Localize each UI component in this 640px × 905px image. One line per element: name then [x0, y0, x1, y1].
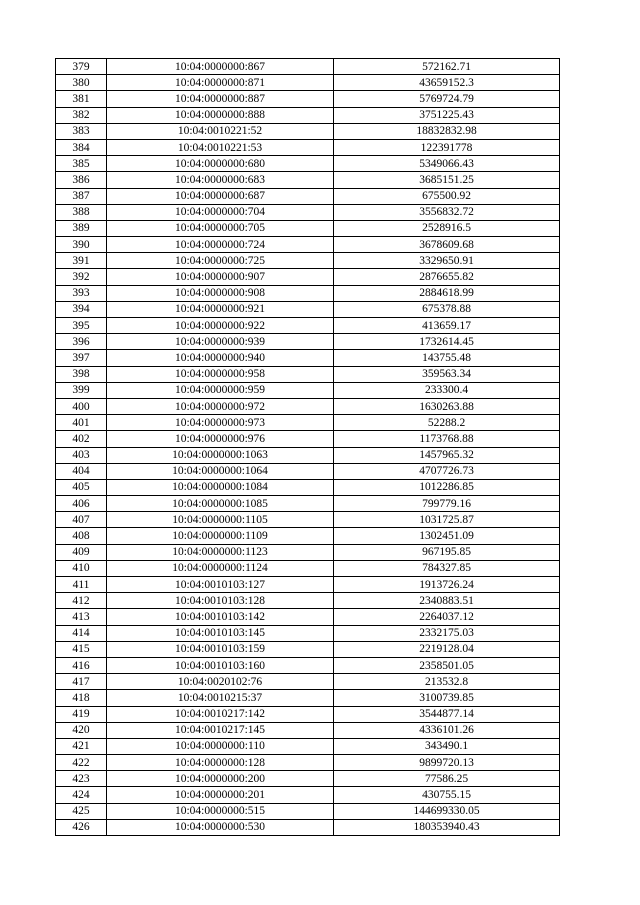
value-cell: 3678609.68 — [334, 237, 560, 253]
cadastral-number-cell: 10:04:0010103:128 — [107, 593, 334, 609]
table-row — [56, 738, 560, 754]
table-row — [56, 253, 560, 269]
row-number-cell: 417 — [56, 674, 107, 690]
cadastral-number-cell: 10:04:0000000:110 — [107, 738, 334, 754]
cadastral-number-cell: 10:04:0010103:159 — [107, 641, 334, 657]
value-cell: 413659.17 — [334, 318, 560, 334]
table-row — [56, 204, 560, 220]
cadastral-number-cell: 10:04:0000000:1105 — [107, 512, 334, 528]
row-number-cell: 392 — [56, 269, 107, 285]
table-row — [56, 447, 560, 463]
table-row — [56, 657, 560, 673]
row-number-cell: 386 — [56, 172, 107, 188]
value-cell: 233300.4 — [334, 382, 560, 398]
cadastral-number-cell: 10:04:0000000:1084 — [107, 479, 334, 495]
value-cell: 2528916.5 — [334, 220, 560, 236]
value-cell: 52288.2 — [334, 415, 560, 431]
table-row — [56, 188, 560, 204]
table-row — [56, 334, 560, 350]
value-cell: 675500.92 — [334, 188, 560, 204]
cadastral-number-cell: 10:04:0010217:142 — [107, 706, 334, 722]
row-number-cell: 401 — [56, 415, 107, 431]
row-number-cell: 388 — [56, 204, 107, 220]
row-number-cell: 426 — [56, 819, 107, 835]
table-row — [56, 706, 560, 722]
cadastral-number-cell: 10:04:0000000:888 — [107, 107, 334, 123]
row-number-cell: 394 — [56, 301, 107, 317]
table-row — [56, 641, 560, 657]
cadastral-number-cell: 10:04:0010215:37 — [107, 690, 334, 706]
cadastral-number-cell: 10:04:0000000:959 — [107, 382, 334, 398]
value-cell: 3544877.14 — [334, 706, 560, 722]
row-number-cell: 390 — [56, 237, 107, 253]
table-row — [56, 91, 560, 107]
value-cell: 675378.88 — [334, 301, 560, 317]
table-row — [56, 415, 560, 431]
row-number-cell: 404 — [56, 463, 107, 479]
cadastral-number-cell: 10:04:0000000:725 — [107, 253, 334, 269]
cadastral-number-cell: 10:04:0010103:145 — [107, 625, 334, 641]
row-number-cell: 408 — [56, 528, 107, 544]
value-cell: 2264037.12 — [334, 609, 560, 625]
value-cell: 4707726.73 — [334, 463, 560, 479]
table-row — [56, 625, 560, 641]
value-cell: 77586.25 — [334, 771, 560, 787]
value-cell: 3751225.43 — [334, 107, 560, 123]
table-row — [56, 269, 560, 285]
cadastral-number-cell: 10:04:0000000:1064 — [107, 463, 334, 479]
row-number-cell: 379 — [56, 59, 107, 75]
cadastral-number-cell: 10:04:0000000:687 — [107, 188, 334, 204]
row-number-cell: 422 — [56, 755, 107, 771]
row-number-cell: 402 — [56, 431, 107, 447]
row-number-cell: 423 — [56, 771, 107, 787]
table-row — [56, 139, 560, 155]
table-row — [56, 318, 560, 334]
cadastral-number-cell: 10:04:0010103:160 — [107, 657, 334, 673]
value-cell: 143755.48 — [334, 350, 560, 366]
cadastral-number-cell: 10:04:0010221:52 — [107, 123, 334, 139]
table-row — [56, 431, 560, 447]
table-row — [56, 350, 560, 366]
cadastral-number-cell: 10:04:0000000:958 — [107, 366, 334, 382]
cadastral-number-cell: 10:04:0000000:705 — [107, 220, 334, 236]
row-number-cell: 409 — [56, 544, 107, 560]
cadastral-number-cell: 10:04:0000000:922 — [107, 318, 334, 334]
cadastral-number-cell: 10:04:0000000:871 — [107, 75, 334, 91]
value-cell: 3556832.72 — [334, 204, 560, 220]
value-cell: 213532.8 — [334, 674, 560, 690]
value-cell: 3100739.85 — [334, 690, 560, 706]
row-number-cell: 420 — [56, 722, 107, 738]
value-cell: 1302451.09 — [334, 528, 560, 544]
cadastral-number-cell: 10:04:0000000:939 — [107, 334, 334, 350]
table-row — [56, 123, 560, 139]
table-row — [56, 107, 560, 123]
cadastral-number-cell: 10:04:0000000:680 — [107, 156, 334, 172]
table-row — [56, 172, 560, 188]
value-cell: 1732614.45 — [334, 334, 560, 350]
row-number-cell: 415 — [56, 641, 107, 657]
row-number-cell: 396 — [56, 334, 107, 350]
row-number-cell: 412 — [56, 593, 107, 609]
table-row — [56, 479, 560, 495]
table-row — [56, 382, 560, 398]
row-number-cell: 413 — [56, 609, 107, 625]
row-number-cell: 403 — [56, 447, 107, 463]
value-cell: 1012286.85 — [334, 479, 560, 495]
value-cell: 1173768.88 — [334, 431, 560, 447]
value-cell: 2884618.99 — [334, 285, 560, 301]
row-number-cell: 395 — [56, 318, 107, 334]
row-number-cell: 391 — [56, 253, 107, 269]
cadastral-number-cell: 10:04:0000000:908 — [107, 285, 334, 301]
row-number-cell: 398 — [56, 366, 107, 382]
row-number-cell: 407 — [56, 512, 107, 528]
value-cell: 784327.85 — [334, 560, 560, 576]
cadastral-number-cell: 10:04:0000000:887 — [107, 91, 334, 107]
value-cell: 2876655.82 — [334, 269, 560, 285]
value-cell: 2219128.04 — [334, 641, 560, 657]
value-cell: 43659152.3 — [334, 75, 560, 91]
cadastral-number-cell: 10:04:0020102:76 — [107, 674, 334, 690]
row-number-cell: 380 — [56, 75, 107, 91]
cadastral-number-cell: 10:04:0010221:53 — [107, 139, 334, 155]
cadastral-number-cell: 10:04:0010103:127 — [107, 577, 334, 593]
table-row — [56, 803, 560, 819]
value-cell: 4336101.26 — [334, 722, 560, 738]
table-row — [56, 755, 560, 771]
cadastral-number-cell: 10:04:0000000:1063 — [107, 447, 334, 463]
table-row — [56, 75, 560, 91]
table-row — [56, 819, 560, 835]
cadastral-number-cell: 10:04:0000000:940 — [107, 350, 334, 366]
row-number-cell: 383 — [56, 123, 107, 139]
value-cell: 430755.15 — [334, 787, 560, 803]
cadastral-number-cell: 10:04:0000000:683 — [107, 172, 334, 188]
table-row — [56, 674, 560, 690]
row-number-cell: 384 — [56, 139, 107, 155]
value-cell: 2358501.05 — [334, 657, 560, 673]
table-row — [56, 301, 560, 317]
cadastral-number-cell: 10:04:0000000:1124 — [107, 560, 334, 576]
table-row — [56, 285, 560, 301]
cadastral-number-cell: 10:04:0010103:142 — [107, 609, 334, 625]
row-number-cell: 382 — [56, 107, 107, 123]
table-row — [56, 528, 560, 544]
table-row — [56, 59, 560, 75]
value-cell: 572162.71 — [334, 59, 560, 75]
table-row — [56, 609, 560, 625]
row-number-cell: 387 — [56, 188, 107, 204]
value-cell: 359563.34 — [334, 366, 560, 382]
row-number-cell: 425 — [56, 803, 107, 819]
value-cell: 967195.85 — [334, 544, 560, 560]
table-row — [56, 544, 560, 560]
row-number-cell: 414 — [56, 625, 107, 641]
table-row — [56, 787, 560, 803]
table-row — [56, 512, 560, 528]
value-cell: 2332175.03 — [334, 625, 560, 641]
row-number-cell: 399 — [56, 382, 107, 398]
value-cell: 5769724.79 — [334, 91, 560, 107]
value-cell: 122391778 — [334, 139, 560, 155]
value-cell: 18832832.98 — [334, 123, 560, 139]
value-cell: 180353940.43 — [334, 819, 560, 835]
row-number-cell: 393 — [56, 285, 107, 301]
cadastral-number-cell: 10:04:0000000:976 — [107, 431, 334, 447]
row-number-cell: 410 — [56, 560, 107, 576]
cadastral-number-cell: 10:04:0000000:1123 — [107, 544, 334, 560]
cadastral-number-cell: 10:04:0000000:907 — [107, 269, 334, 285]
row-number-cell: 419 — [56, 706, 107, 722]
row-number-cell: 421 — [56, 738, 107, 754]
value-cell: 1913726.24 — [334, 577, 560, 593]
row-number-cell: 411 — [56, 577, 107, 593]
row-number-cell: 405 — [56, 479, 107, 495]
value-cell: 343490.1 — [334, 738, 560, 754]
row-number-cell: 385 — [56, 156, 107, 172]
row-number-cell: 424 — [56, 787, 107, 803]
row-number-cell: 400 — [56, 398, 107, 414]
table-row — [56, 220, 560, 236]
table-row — [56, 463, 560, 479]
row-number-cell: 416 — [56, 657, 107, 673]
table-row — [56, 398, 560, 414]
table-row — [56, 156, 560, 172]
value-cell: 3685151.25 — [334, 172, 560, 188]
row-number-cell: 389 — [56, 220, 107, 236]
table-row — [56, 690, 560, 706]
table-row — [56, 577, 560, 593]
value-cell: 799779.16 — [334, 496, 560, 512]
row-number-cell: 381 — [56, 91, 107, 107]
data-table — [55, 58, 560, 836]
cadastral-number-cell: 10:04:0000000:201 — [107, 787, 334, 803]
cadastral-number-cell: 10:04:0000000:724 — [107, 237, 334, 253]
table-row — [56, 366, 560, 382]
table-row — [56, 496, 560, 512]
value-cell: 144699330.05 — [334, 803, 560, 819]
table-row — [56, 237, 560, 253]
value-cell: 1031725.87 — [334, 512, 560, 528]
cadastral-number-cell: 10:04:0000000:1109 — [107, 528, 334, 544]
value-cell: 9899720.13 — [334, 755, 560, 771]
cadastral-number-cell: 10:04:0000000:200 — [107, 771, 334, 787]
value-cell: 5349066.43 — [334, 156, 560, 172]
cadastral-number-cell: 10:04:0000000:128 — [107, 755, 334, 771]
cadastral-number-cell: 10:04:0000000:704 — [107, 204, 334, 220]
cadastral-number-cell: 10:04:0010217:145 — [107, 722, 334, 738]
cadastral-number-cell: 10:04:0000000:867 — [107, 59, 334, 75]
table-row — [56, 593, 560, 609]
table-body — [56, 59, 560, 836]
value-cell: 1630263.88 — [334, 398, 560, 414]
table-row — [56, 722, 560, 738]
cadastral-number-cell: 10:04:0000000:515 — [107, 803, 334, 819]
cadastral-number-cell: 10:04:0000000:1085 — [107, 496, 334, 512]
value-cell: 3329650.91 — [334, 253, 560, 269]
table-row — [56, 560, 560, 576]
row-number-cell: 406 — [56, 496, 107, 512]
value-cell: 2340883.51 — [334, 593, 560, 609]
value-cell: 1457965.32 — [334, 447, 560, 463]
cadastral-number-cell: 10:04:0000000:973 — [107, 415, 334, 431]
row-number-cell: 397 — [56, 350, 107, 366]
cadastral-number-cell: 10:04:0000000:972 — [107, 398, 334, 414]
cadastral-number-cell: 10:04:0000000:530 — [107, 819, 334, 835]
row-number-cell: 418 — [56, 690, 107, 706]
cadastral-number-cell: 10:04:0000000:921 — [107, 301, 334, 317]
table-row — [56, 771, 560, 787]
